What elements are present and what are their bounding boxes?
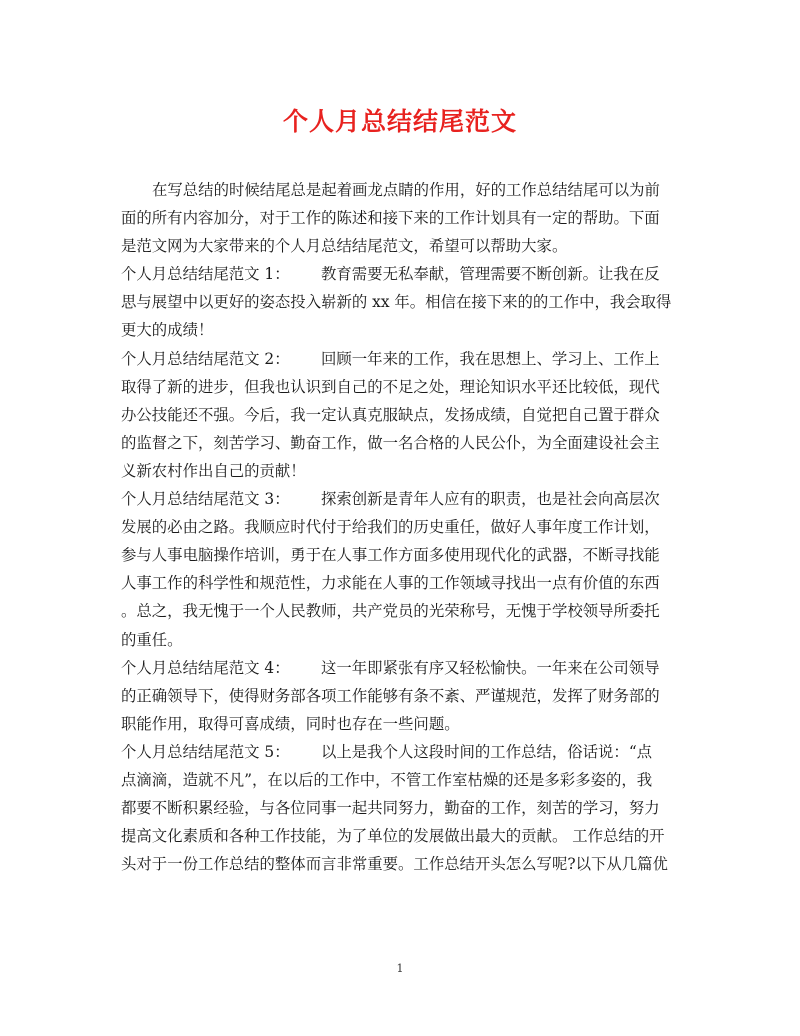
section-line: 办公技能还不强。今后，我一定认真克服缺点，发扬成绩，自觉把自己置于群众 xyxy=(121,405,660,424)
section-line: 参与人事电脑操作培训，勇于在人事工作方面多使用现代化的武器，不断寻找能 xyxy=(121,546,660,565)
section-text: 这一年即紧张有序又轻松愉快。一年来在公司领导 xyxy=(321,658,660,677)
section-first-line xyxy=(121,345,681,373)
section-line: 的监督之下，刻苦学习、勤奋工作，做一名合格的人民公仆，为全面建设社会主 xyxy=(121,433,660,452)
section-text: 教育需要无私奉献，管理需要不断创新。让我在反 xyxy=(321,265,660,284)
section-line: 义新农村作出自己的贡献！ xyxy=(121,461,306,480)
section-line: 发展的必由之路。我顺应时代付于给我们的历史重任，做好人事年度工作计划， xyxy=(121,518,660,537)
section-first-line xyxy=(121,654,681,682)
section-heading: 个人月总结结尾范文 4： xyxy=(121,658,290,677)
section-line: 提高文化素质和各种工作技能，为了单位的发展做出最大的贡献。 工作总结的开 xyxy=(121,827,665,846)
document-body xyxy=(121,176,681,878)
section-first-line xyxy=(121,260,681,288)
section-line: 。总之，我无愧于一个人民教师，共产党员的光荣称号，无愧于学校领导所委托 xyxy=(121,602,660,621)
intro-line: 是范文网为大家带来的个人月总结结尾范文，希望可以帮助大家。 xyxy=(121,237,568,256)
section-text: 以上是我个人这段时间的工作总结，俗话说：“点 xyxy=(321,742,653,761)
intro-line: 在写总结的时候结尾总是起着画龙点睛的作用，好的工作总结结尾可以为前 xyxy=(152,181,660,199)
section-line: 的正确领导下，使得财务部各项工作能够有条不紊、严谨规范，发挥了财务部的 xyxy=(121,686,660,705)
section-text: 探索创新是青年人应有的职责，也是社会向高层次 xyxy=(321,490,660,509)
section-line: 头对于一份工作总结的整体而言非常重要。工作总结开头怎么写呢?以下从几篇优 xyxy=(121,855,668,874)
section-line: 的重任。 xyxy=(121,630,183,649)
intro-line: 面的所有内容加分，对于工作的陈述和接下来的工作计划具有一定的帮助。下面 xyxy=(121,209,660,228)
section-line: 更大的成绩！ xyxy=(121,321,214,340)
section-line: 都要不断积累经验，与各位同事一起共同努力，勤奋的工作，刻苦的学习，努力 xyxy=(121,799,660,818)
section-line: 职能作用，取得可喜成绩，同时也存在一些问题。 xyxy=(121,714,460,733)
section-heading: 个人月总结结尾范文 5： xyxy=(121,742,290,761)
section-line: 取得了新的进步，但我也认识到自己的不足之处，理论知识水平还比较低，现代 xyxy=(121,377,660,396)
page-number: 1 xyxy=(396,962,404,975)
page-title: 个人月总结结尾范文 xyxy=(282,107,517,136)
section-heading: 个人月总结结尾范文 1： xyxy=(121,265,290,284)
section-line: 人事工作的科学性和规范性，力求能在人事的工作领域寻找出一点有价值的东西 xyxy=(121,574,660,593)
section-first-line xyxy=(121,738,681,766)
section-text: 回顾一年来的工作，我在思想上、学习上、工作上 xyxy=(321,349,660,368)
section-first-line xyxy=(121,485,681,513)
section-heading: 个人月总结结尾范文 3： xyxy=(121,490,290,509)
section-line: 点滴滴，造就不凡”，在以后的工作中，不管工作室枯燥的还是多彩多姿的，我 xyxy=(121,770,653,789)
section-heading: 个人月总结结尾范文 2： xyxy=(121,349,290,368)
section-line: 思与展望中以更好的姿态投入崭新的 xx 年。相信在接下来的的工作中，我会取得 xyxy=(121,293,672,312)
